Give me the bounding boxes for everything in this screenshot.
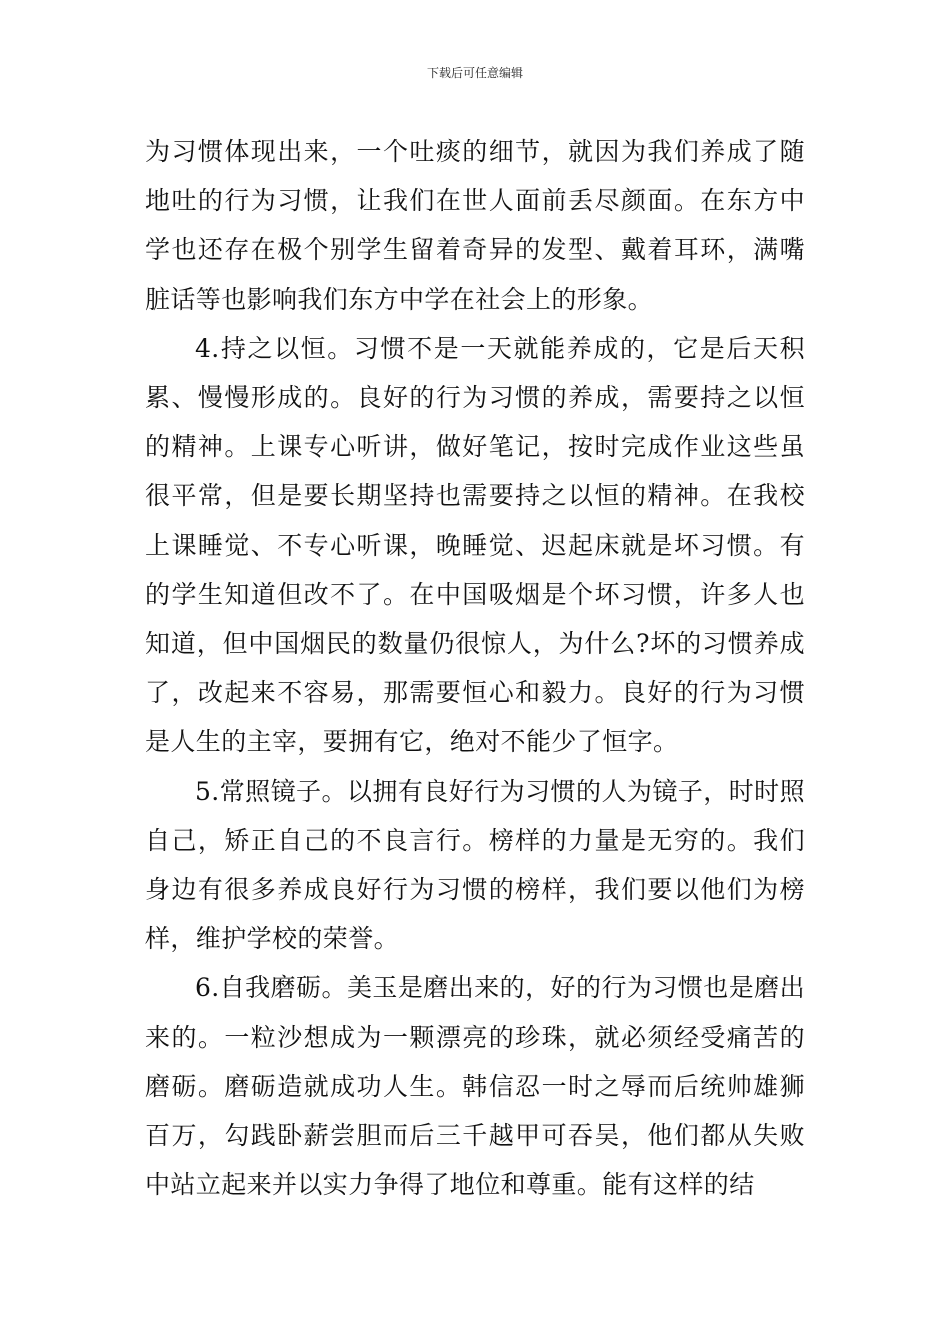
paragraph-item-4: 4.持之以恒。习惯不是一天就能养成的，它是后天积累、慢慢形成的。良好的行为习惯的养成，需要持之以恒的精神。上课专心听讲，做好笔记，按时完成作业这些虽很平常，但是要长期坚持也需要持之以恒的精神。在我校上课睡觉、不专心听课，晚睡觉、迟起床就是坏习惯。有的学生知道但改不了。在中国吸烟是个坏习惯，许多人也知道，但中国烟民的数量仍很惊人，为什么?坏的习惯养成了，改起来不容易，那需要恒心和毅力。良好的行为习惯是人生的主宰，要拥有它，绝对不能少了恒字。	[145, 333, 805, 757]
body-text	[145, 127, 805, 1209]
paragraph-item-5: 5.常照镜子。以拥有良好行为习惯的人为镜子，时时照自己，矫正自己的不良言行。榜样的力量是无穷的。我们身边有很多养成良好行为习惯的榜样，我们要以他们为榜样，维护学校的荣誉。	[145, 776, 805, 954]
paragraph-continuation: 为习惯体现出来，一个吐痰的细节，就因为我们养成了随地吐的行为习惯，让我们在世人面前丢尽颜面。在东方中学也还存在极个别学生留着奇异的发型、戴着耳环，满嘴脏话等也影响我们东方中学在社会上的形象。	[145, 137, 805, 314]
page-header: 下载后可任意编辑	[426, 66, 523, 80]
paragraph-item-6: 6.自我磨砺。美玉是磨出来的，好的行为习惯也是磨出来的。一粒沙想成为一颗漂亮的珍珠，就必须经受痛苦的磨砺。磨砺造就成功人生。韩信忍一时之辱而后统帅雄狮百万，勾践卧薪尝胆而后三千越甲可吞吴，他们都从失败中站立起来并以实力争得了地位和尊重。能有这样的结	[145, 973, 805, 1200]
